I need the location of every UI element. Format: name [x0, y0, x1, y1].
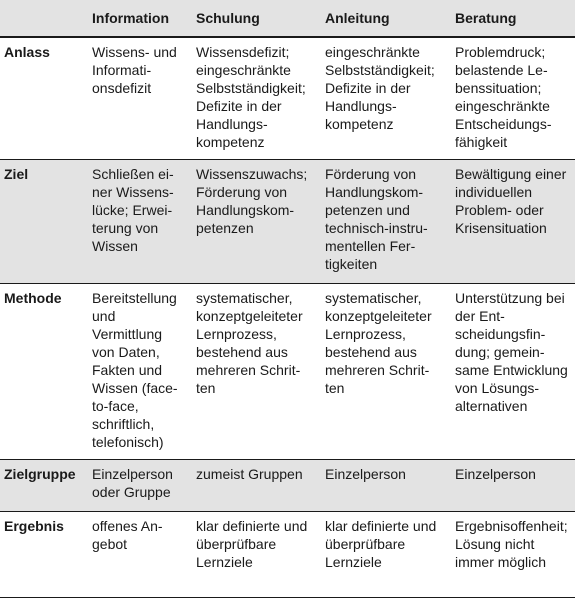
table-cell: Einzelperson [455, 465, 536, 482]
header-beratung: Beratung [455, 10, 517, 26]
row-label: Anlass [4, 44, 50, 60]
table-cell: Schließen einer Wissenslücke; Erweiterung von Wissen [92, 165, 174, 254]
row-label: Zielgruppe [4, 465, 76, 482]
header-anleitung: Anleitung [325, 10, 390, 26]
table-cell: klar definierte und überprüfbare Lernziele [325, 517, 437, 570]
header-cell-empty [0, 0, 84, 37]
table-cell: offenes Angebot [92, 517, 163, 552]
header-schulung: Schulung [196, 10, 260, 26]
header-information: Information [92, 10, 169, 26]
header-row [0, 0, 575, 37]
table-row-ergebnis [0, 511, 575, 597]
table-row-ziel [0, 159, 575, 283]
table-cell: klar definierte und überprüfbare Lernziele [196, 517, 308, 570]
table-cell: systematischer, konzeptgeleiteter Lernprozess, bestehend aus mehreren Schritten [196, 289, 303, 396]
table-cell: Ergebnisoffenheit; Lösung nicht immer möglich [455, 517, 568, 570]
table-cell: Wissens- und Informationsdefizit [92, 44, 177, 96]
table-cell: zumeist Gruppen [196, 465, 303, 482]
table-cell: eingeschränkte Selbstständigkeit; Defizite in der Handlungskompetenz [325, 44, 435, 132]
row-label: Methode [4, 289, 62, 306]
table-row-methode [0, 283, 575, 459]
table-cell: systematischer, konzeptgeleiteter Lernprozess, bestehend aus mehreren Schritten [325, 289, 432, 396]
table-cell: Unterstützung bei der Entscheidungsfindung; gemeinsame Entwicklung von Lösungs-alternativen [455, 289, 568, 414]
table-cell: Einzelperson oder Gruppe [92, 465, 173, 500]
table-row-anlass [0, 37, 575, 159]
row-label: Ziel [4, 165, 29, 182]
table-row-zielgruppe [0, 459, 575, 511]
table-cell: Wissensdefizit; eingeschränkte Selbstständigkeit; Defizite in der Handlungskompetenz [196, 44, 306, 150]
row-label: Ergebnis [4, 517, 64, 534]
table-cell: Problemdruck; belastende Lebenssituation; eingeschränkte Entscheidungsfähigkeit [455, 44, 552, 150]
table-cell: Einzelperson [325, 465, 406, 482]
table-cell: Bewältigung einer individuellen Problem- oder Krisensituation [455, 165, 567, 236]
table-cell: Bereitstellung und Vermittlung von Daten, Fakten und Wissen (face-to-face, schriftlich, telefonisch) [92, 289, 178, 450]
table-cell: Förderung von Handlungskompetenzen und technisch-instrumentellen Fertigkeiten [325, 165, 428, 272]
table-cell: Wissenszuwachs; Förderung von Handlungskompetenzen [196, 165, 308, 236]
